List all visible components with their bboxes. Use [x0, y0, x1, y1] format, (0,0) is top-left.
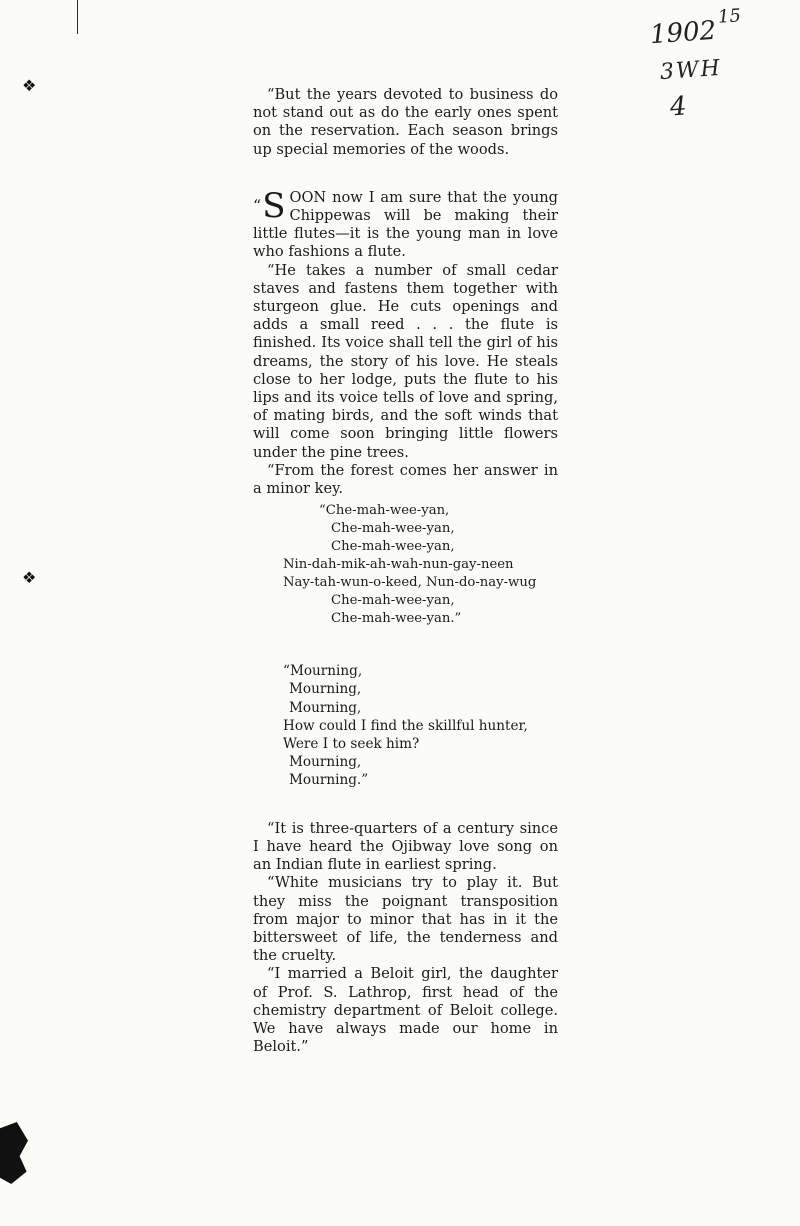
song-line: “Che-mah-wee-yan, — [319, 503, 450, 519]
margin-mark-middle: ❖ — [22, 568, 37, 587]
verse-line: Were I to seek him? — [283, 736, 420, 753]
verse-line: Mourning, — [289, 699, 362, 716]
paragraph-three-quarters: “It is three-quarters of a century since I have heard the Ojibway love song on an Indian flute in earliest spring. — [253, 819, 558, 874]
handwritten-code: 3WH — [659, 55, 723, 86]
verse-line: How could I find the skillful hunter, — [283, 717, 528, 734]
english-song — [253, 662, 558, 789]
paragraph-cedar-staves: “He takes a number of small cedar staves and fastens them together with sturgeon glue. He cuts openings and adds a small reed . . . the flute is finished. Its voice shall tell the girl of his dreams, the story of his love. He steals close to her lodge, puts the flute to his lips and its voice tells of love and spring, of mating birds, and the soft winds that will come soon bringing little flowers under the pine trees. — [253, 261, 558, 461]
song-line: Che-mah-wee-yan, — [331, 539, 455, 555]
verse-line: Mourning.” — [289, 772, 369, 789]
paragraph-white-musicians: “White musicians try to play it. But they miss the poignant transposition from major to minor that has in it the bittersweet of life, the tenderness and the cruelty. — [253, 874, 558, 965]
verse-line: Mourning, — [289, 681, 362, 698]
handwritten-page: 4 — [668, 91, 688, 123]
scan-edge-line — [77, 0, 78, 34]
ojibway-song — [253, 502, 558, 628]
margin-mark-top: ❖ — [22, 76, 37, 95]
song-line: Nin-dah-mik-ah-wah-nun-gay-neen — [283, 557, 514, 573]
drop-cap: “S — [253, 185, 286, 226]
paragraph-business: “But the years devoted to business do not stand out as do the early ones spent on the reservation. Each season brings up special memories of the woods. — [253, 86, 558, 158]
song-line: Che-mah-wee-yan, — [331, 593, 455, 609]
article-column — [253, 86, 558, 1056]
paragraph-flutes: “S OON now I am sure that the young Chippewas will be making their little flutes—it is the young man in love who fashions a flute. — [253, 185, 558, 261]
paragraph-beloit: “I married a Beloit girl, the daughter of Prof. S. Lathrop, first head of the chemistry department of Beloit college. We have always made our home in Beloit.” — [253, 965, 558, 1056]
verse-line: “Mourning, — [283, 663, 363, 680]
handwritten-year: 1902 — [649, 15, 718, 51]
song-line: Nay-tah-wun-o-keed, Nun-do-nay-wug — [283, 575, 537, 591]
verse-line: Mourning, — [289, 754, 362, 771]
song-line: Che-mah-wee-yan, — [331, 521, 455, 537]
ink-blot — [0, 1122, 28, 1184]
song-line: Che-mah-wee-yan.” — [331, 611, 462, 627]
handwritten-number: 15 — [717, 5, 742, 28]
paragraph-minor-key: “From the forest comes her answer in a minor key. — [253, 461, 558, 498]
